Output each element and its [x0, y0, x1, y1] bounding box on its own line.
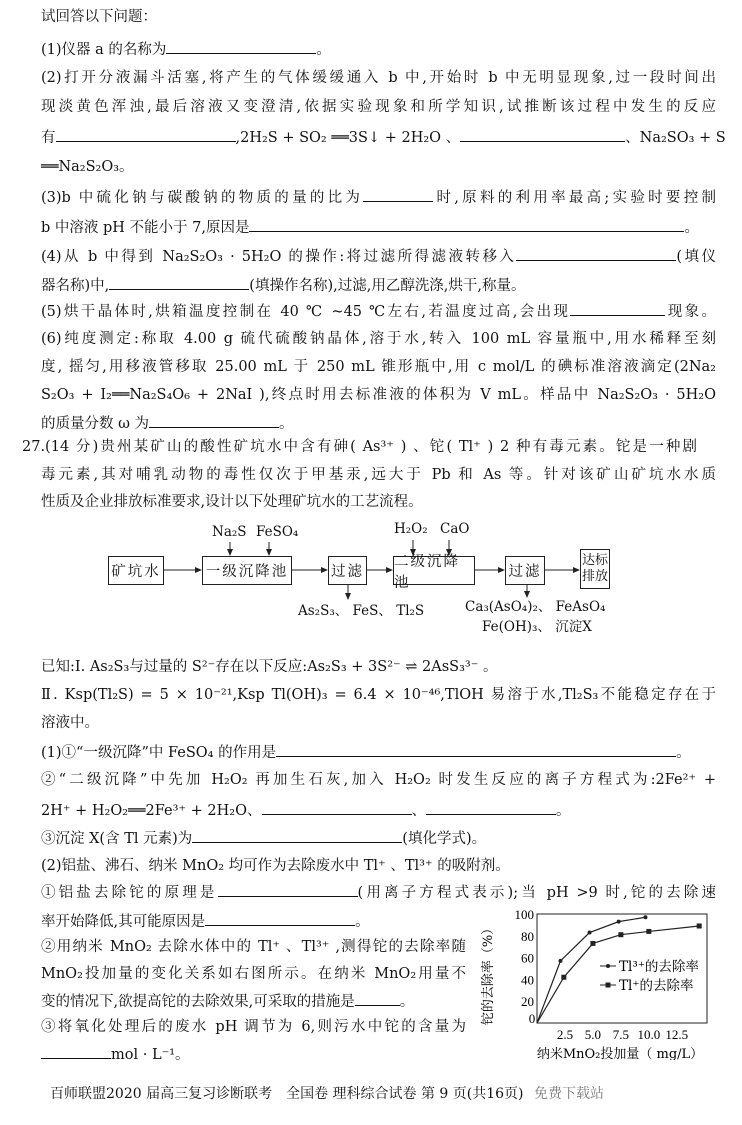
text-line — [41, 798, 716, 822]
text-segment: (1)①“一级沉降”中 FeSO₄ 的作用是 — [41, 745, 277, 761]
text-segment: 性质及企业排放标准要求,设计以下处理矿坑水的工艺流程。 — [41, 494, 423, 510]
text-line — [41, 327, 716, 351]
text-segment: 。 — [355, 914, 370, 930]
text-segment: S₂O₃ + I₂══Na₂S₄O₆ + 2NaI ),终点时用去标准液的体积为 V mL。样品中 Na₂S₂O₃ · 5H₂O — [41, 387, 716, 403]
text-segment: ③沉淀 X(含 Tl 元素)为 — [41, 831, 193, 847]
process-flowchart — [100, 515, 660, 640]
answer-blank[interactable] — [149, 411, 279, 428]
text-segment: 。 — [676, 745, 691, 761]
x-tick-label: 12.5 — [665, 1027, 689, 1042]
footer-text: 百师联盟2020 届高三复习诊断联考 全国卷 理科综合试卷 第 9 页(共16页) — [50, 1086, 524, 1102]
text-segment: (填操作名称),过滤,用乙醇洗涤,烘干,称量。 — [249, 278, 526, 294]
text-segment: 溶液中。 — [41, 715, 99, 731]
data-point — [588, 931, 592, 935]
answer-blank[interactable] — [355, 989, 400, 1006]
watermark: 免费下载站 — [533, 1086, 604, 1102]
text-segment: (用离子方程式表示);当 pH >9 时,铊的去除速 — [357, 885, 717, 901]
text-line — [41, 383, 716, 407]
text-segment: 、 — [411, 803, 426, 819]
text-line — [41, 125, 726, 149]
text-line — [41, 490, 716, 514]
text-line — [41, 244, 716, 268]
text-segment: 现淡黄色浑浊,最后溶液又变澄清,依据实验现象和所学知识,试推断该过程中发生的反应 — [41, 99, 716, 115]
flow-box-mine-water: 矿坑水 — [108, 556, 164, 585]
flow-input-feso4: FeSO₄ — [256, 524, 299, 540]
text-line — [41, 909, 466, 933]
legend-label: Tl³⁺的去除率 — [619, 959, 699, 975]
answer-blank[interactable] — [276, 740, 676, 757]
flow-box-secondary-settling: 二级沉降池 — [393, 556, 475, 585]
legend-label: Tl⁺的去除率 — [619, 978, 694, 994]
text-line — [41, 5, 716, 29]
flow-input-cao: CaO — [440, 521, 470, 537]
answer-blank[interactable] — [109, 273, 249, 290]
text-line — [41, 66, 716, 90]
text-line — [41, 683, 716, 707]
text-segment: 现象。 — [665, 304, 717, 320]
text-segment: 27.(14 分)贵州某矿山的酸性矿坑水中含有砷( As³⁺ ) 、铊( Tl⁺ ) 2 种有毒元素。铊是一种剧 — [22, 439, 697, 455]
text-line — [41, 411, 716, 435]
flow-output-1: As₂S₃、 FeS、 Tl₂S — [298, 603, 425, 619]
answer-blank[interactable] — [166, 37, 316, 54]
text-line — [41, 355, 716, 379]
text-line — [41, 273, 716, 297]
text-line — [41, 463, 716, 487]
text-line — [41, 826, 716, 850]
text-segment: (6)纯度测定:称取 4.00 g 硫代硫酸钠晶体,溶于水,转入 100 mL 容量瓶中,用水稀释至刻 — [41, 331, 716, 347]
text-line — [41, 935, 466, 959]
text-line — [41, 1015, 466, 1039]
text-segment: MnO₂投加量的变化关系如右图所示。在纳米 MnO₂用量不 — [41, 966, 466, 982]
text-segment: 度, 摇匀,用移液管移取 25.00 mL 于 250 mL 锥形瓶中,用 c mol/L 的碘标准溶液滴定(2Na₂ — [41, 359, 716, 375]
x-tick-label: 10.0 — [637, 1027, 661, 1042]
text-segment: ══Na₂S₂O₃。 — [41, 159, 134, 175]
text-segment: 2H⁺ + H₂O₂══2Fe³⁺ + 2H₂O、 — [41, 803, 262, 819]
answer-blank[interactable] — [570, 299, 665, 316]
text-segment: b 中溶液 pH 不能小于 7,原因是 — [41, 220, 250, 236]
x-tick-label: 5.0 — [584, 1027, 602, 1042]
data-point — [618, 932, 623, 937]
text-segment: 、Na₂SO₃ + S — [625, 130, 726, 146]
data-point — [558, 959, 562, 963]
answer-blank[interactable] — [41, 1042, 111, 1059]
data-point — [590, 941, 595, 946]
data-point — [561, 975, 566, 980]
x-tick-label: 7.5 — [612, 1027, 630, 1042]
text-segment: ②用纳米 MnO₂ 去除水体中的 Tl⁺ 、Tl³⁺ ,测得铊的去除率随 — [41, 939, 466, 955]
y-tick-label: 100 — [514, 907, 534, 922]
page-footer — [50, 1083, 604, 1103]
text-segment: (2)铝盐、沸石、纳米 MnO₂ 均可作为去除废水中 Tl⁺ 、Tl³⁺ 的吸附剂。 — [41, 858, 510, 874]
data-point — [697, 923, 702, 928]
flow-input-h2o2: H₂O₂ — [394, 521, 428, 537]
text-line — [41, 37, 716, 61]
text-line — [41, 711, 716, 735]
answer-blank[interactable] — [205, 909, 355, 926]
data-point — [617, 920, 621, 924]
answer-blank[interactable] — [249, 215, 684, 232]
answer-blank[interactable] — [516, 244, 676, 261]
flow-box-discharge: 达标排放 — [580, 549, 610, 589]
chart-canvas — [470, 900, 740, 1060]
text-segment: Ⅱ. Ksp(Tl₂S) = 5 × 10⁻²¹,Ksp Tl(OH)₃ = 6.4 × 10⁻⁴⁶,TlOH 易溶于水,Tl₂S₃不能稳定存在于 — [41, 687, 716, 703]
text-segment: 。 — [556, 803, 571, 819]
text-segment: 。 — [684, 220, 699, 236]
y-axis-label: 铊的去除率（%） — [481, 921, 496, 1026]
flow-box-filter-2: 过滤 — [505, 556, 545, 585]
flow-output-2a: Ca₃(AsO₄)₂、 FeAsO₄ — [465, 599, 606, 615]
answer-blank[interactable] — [363, 185, 433, 202]
x-tick-label: 0 — [528, 1011, 536, 1026]
text-segment: (1)仪器 a 的名称为 — [41, 42, 167, 58]
text-segment: ②“二级沉降”中先加 H₂O₂ 再加生石灰,加入 H₂O₂ 时发生反应的离子方程式为:2Fe²⁺ + — [41, 772, 716, 788]
answer-blank[interactable] — [262, 798, 412, 815]
legend-marker — [606, 964, 610, 968]
text-segment: 已知:Ⅰ. As₂S₃与过量的 S²⁻存在以下反应:As₂S₃ + 3S²⁻ ⇌ 2AsS₃³⁻ 。 — [41, 659, 498, 675]
text-segment: (填仪 — [676, 249, 716, 265]
text-segment: ③将氧化处理后的废水 pH 调节为 6,则污水中铊的含量为 — [41, 1019, 466, 1035]
flow-output-2b: Fe(OH)₃、 沉淀X — [482, 619, 592, 635]
text-segment: ①铝盐去除铊的原理是 — [41, 885, 218, 901]
answer-blank[interactable] — [218, 880, 358, 897]
text-segment: (4)从 b 中得到 Na₂S₂O₃ · 5H₂O 的操作:将过滤所得滤液转移入 — [41, 249, 517, 265]
answer-blank[interactable] — [426, 798, 556, 815]
text-segment: 的质量分数 ω 为 — [41, 416, 150, 432]
text-segment: (填化学式)。 — [402, 831, 487, 847]
text-segment: 。 — [399, 994, 415, 1010]
text-line — [41, 655, 716, 679]
y-tick-label: 60 — [521, 950, 534, 966]
text-segment: 器名称)中, — [41, 278, 110, 294]
text-line — [41, 989, 466, 1013]
text-segment: 有 — [41, 130, 56, 146]
text-line — [41, 299, 716, 323]
x-tick-label: 2.5 — [556, 1027, 574, 1042]
removal-rate-chart — [470, 900, 740, 1060]
text-segment: ,2H₂S + SO₂ ══3S↓ + 2H₂O 、 — [235, 130, 461, 146]
answer-blank[interactable] — [460, 125, 625, 142]
y-tick-label: 20 — [521, 994, 534, 1010]
y-tick-label: 80 — [521, 928, 534, 944]
text-line — [41, 215, 716, 239]
text-segment: 时,原料的利用率最高;实验时要控制 — [433, 190, 716, 206]
legend-marker — [606, 983, 611, 988]
text-line — [41, 768, 716, 792]
text-segment: (5)烘干晶体时,烘箱温度控制在 40 ℃ ~45 ℃左右,若温度过高,会出现 — [41, 304, 571, 320]
text-segment: mol · L⁻¹。 — [111, 1047, 190, 1063]
flow-input-na2s: Na₂S — [212, 524, 247, 540]
flow-box-filter-1: 过滤 — [328, 556, 367, 585]
text-segment: 试回答以下问题： — [41, 9, 157, 25]
text-line — [22, 435, 697, 459]
x-axis-label: 纳米MnO₂投加量（ mg/L） — [536, 1047, 704, 1060]
text-line — [41, 185, 716, 209]
text-line — [41, 854, 716, 878]
answer-blank[interactable] — [56, 125, 236, 142]
text-line — [41, 95, 716, 119]
text-segment: (3)b 中硫化钠与碳酸钠的物质的量的比为 — [41, 190, 364, 206]
text-segment: 变的情况下,欲提高铊的去除效果,可采取的措施是 — [41, 994, 355, 1010]
text-segment: 。 — [316, 42, 331, 58]
text-segment: (2)打开分液漏斗活塞,将产生的气体缓缓通入 b 中,开始时 b 中无明显现象,过一段时间出 — [41, 70, 716, 86]
text-segment: 。 — [279, 416, 294, 432]
text-segment: 毒元素,其对哺乳动物的毒性仅次于甲基汞,远大于 Pb 和 As 等。针对该矿山矿坑水水质 — [41, 467, 716, 483]
answer-blank[interactable] — [192, 826, 402, 843]
data-point — [643, 915, 647, 919]
text-line — [41, 155, 716, 179]
y-tick-label: 40 — [521, 972, 534, 988]
data-point — [646, 929, 651, 934]
text-line — [41, 1042, 466, 1066]
flow-box-primary-settling: 一级沉降池 — [202, 556, 292, 585]
text-line — [41, 740, 716, 764]
text-segment: 率开始降低,其可能原因是 — [41, 914, 206, 930]
text-line — [41, 962, 466, 986]
